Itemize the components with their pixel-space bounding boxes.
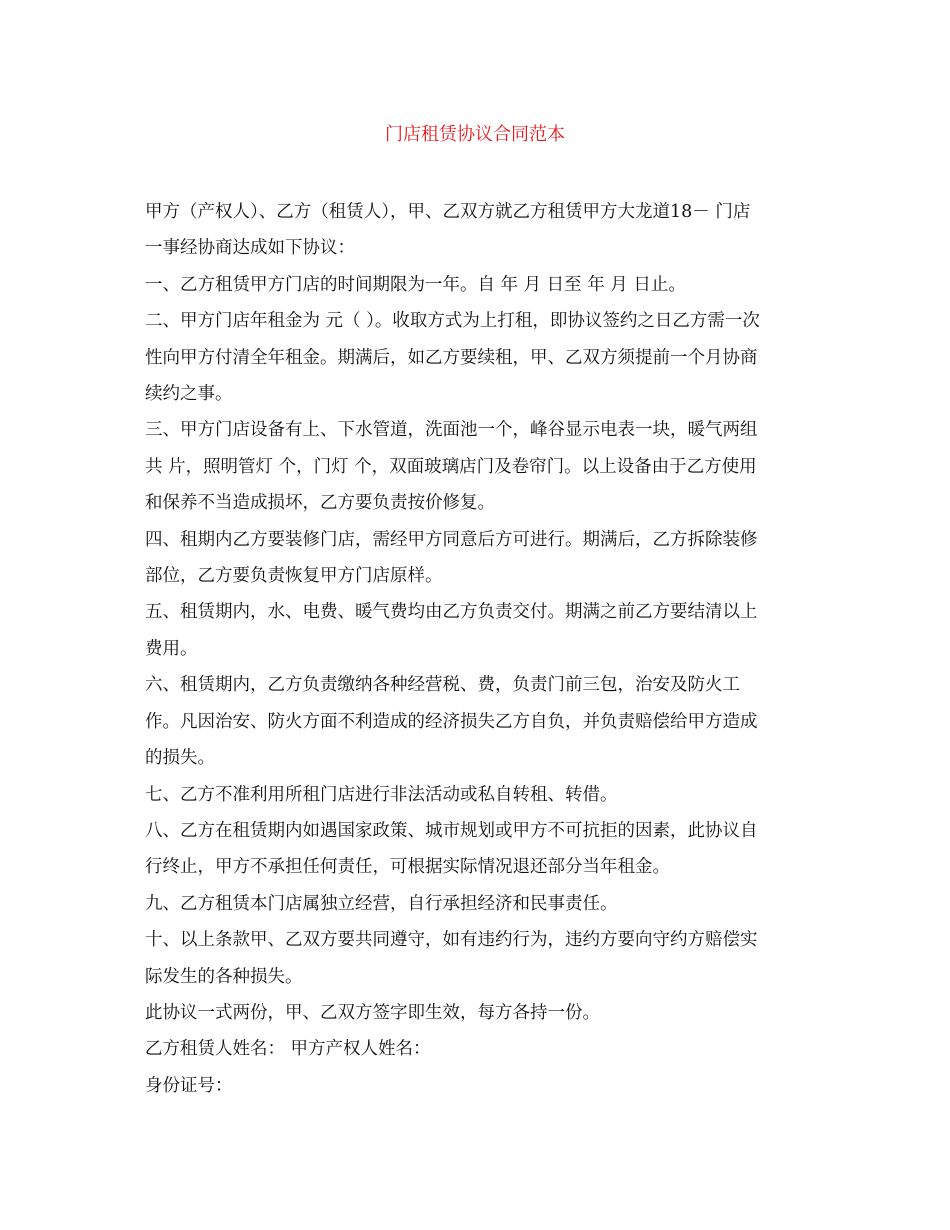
body-line: 部位，乙方要负责恢复甲方门店原样。 [145, 566, 443, 587]
closing-statement: 此协议一式两份，甲、乙双方签字即生效，每方各持一份。 [145, 1002, 600, 1023]
signature-names-line: 乙方租赁人姓名： 甲方产权人姓名： [145, 1039, 431, 1060]
clause-3: 三、甲方门店设备有上、下水管道，洗面池一个，峰谷显示电表一块，暖气两组 [145, 420, 758, 441]
clause-9: 九、乙方租赁本门店属独立经营，自行承担经济和民事责任。 [145, 893, 618, 914]
id-number-line: 身份证号： [145, 1075, 233, 1096]
body-line: 和保养不当造成损坏，乙方要负责按价修复。 [145, 493, 495, 514]
body-line: 甲方（产权人）、乙方（租赁人），甲、乙双方就乙方租赁甲方大龙道18－ 门店 [145, 202, 751, 222]
body-line: 作。凡因治安、防火方面不利造成的经济损失乙方自负，并负责赔偿给甲方造成 [145, 711, 758, 732]
clause-2: 二、甲方门店年租金为 元（ ）。收取方式为上打租，即协议签约之日乙方需一次 [145, 311, 760, 332]
body-line: 一事经协商达成如下协议： [145, 238, 355, 259]
body-line: 际发生的各种损失。 [145, 966, 303, 987]
document-body [145, 194, 810, 1104]
body-line: 行终止，甲方不承担任何责任，可根据实际情况退还部分当年租金。 [145, 857, 670, 878]
body-line: 的损失。 [145, 748, 215, 769]
clause-5: 五、租赁期内，水、电费、暖气费均由乙方负责交付。期满之前乙方要结清以上 [145, 602, 758, 623]
clause-8: 八、乙方在租赁期内如遇国家政策、城市规划或甲方不可抗拒的因素，此协议自 [145, 820, 758, 841]
body-line: 性向甲方付清全年租金。期满后，如乙方要续租，甲、乙双方须提前一个月协商 [145, 347, 758, 368]
clause-4: 四、租期内乙方要装修门店，需经甲方同意后方可进行。期满后，乙方拆除装修 [145, 529, 758, 550]
document-title: 门店租赁协议合同范本 [385, 124, 565, 145]
clause-1: 一、乙方租赁甲方门店的时间期限为一年。自 年 月 日至 年 月 日止。 [145, 274, 686, 295]
body-line: 续约之事。 [145, 384, 233, 405]
body-line: 费用。 [145, 638, 198, 659]
clause-7: 七、乙方不准利用所租门店进行非法活动或私自转租、转借。 [145, 784, 618, 805]
body-line: 共 片，照明管灯 个，门灯 个，双面玻璃店门及卷帘门。以上设备由于乙方使用 [145, 456, 757, 477]
clause-10: 十、以上条款甲、乙双方要共同遵守，如有违约行为，违约方要向守约方赔偿实 [145, 930, 758, 951]
clause-6: 六、租赁期内，乙方负责缴纳各种经营税、费，负责门前三包，治安及防火工 [145, 675, 740, 696]
